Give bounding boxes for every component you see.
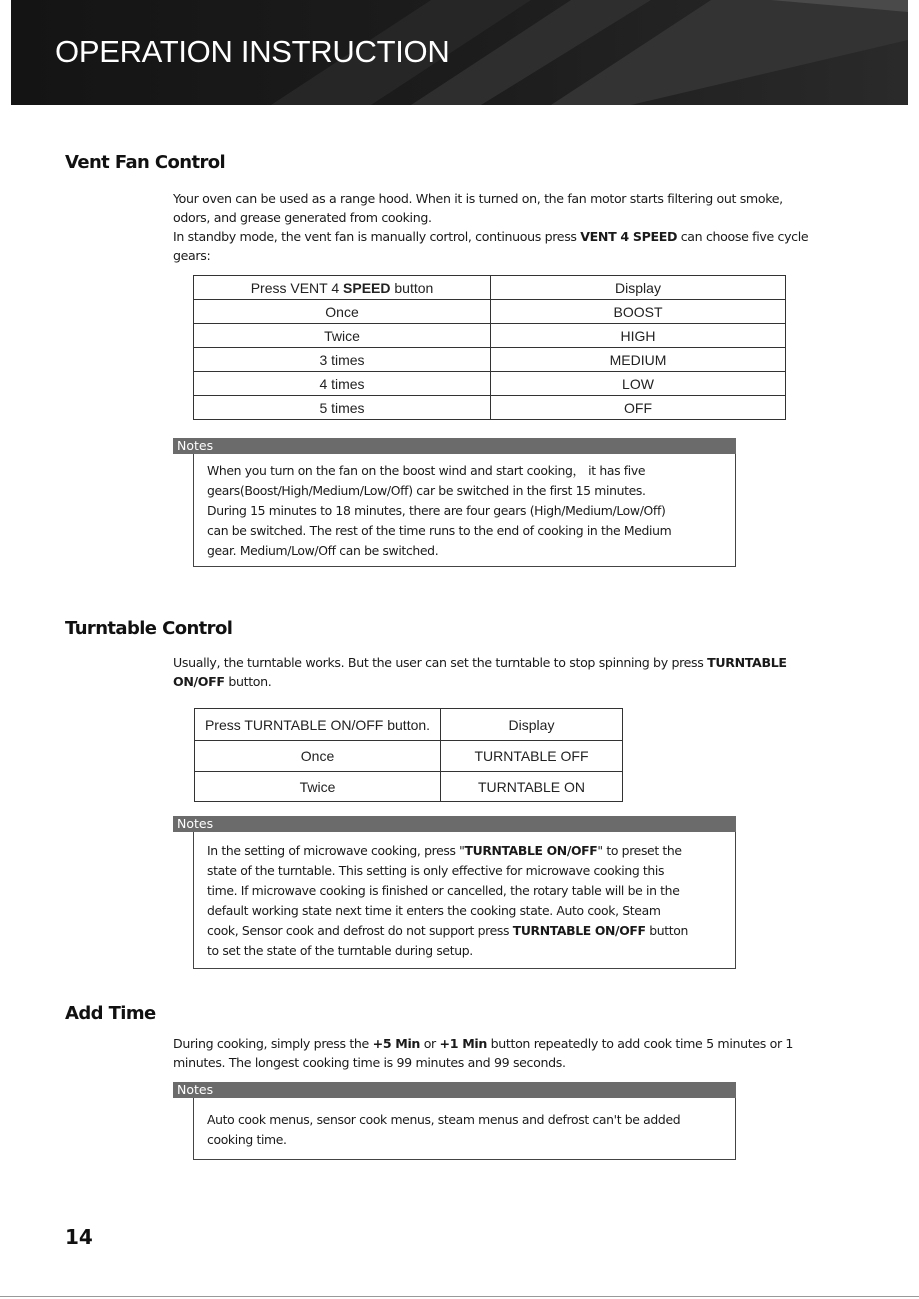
turntable-table bbox=[194, 708, 623, 802]
turntable-intro-line: ON/OFF button. bbox=[173, 674, 272, 689]
table-cell: 3 times bbox=[194, 348, 491, 372]
turntable-intro-paragraph bbox=[173, 653, 833, 691]
notes-line: time. If microwave cooking is finished or cancelled, the rotary table will be in the bbox=[207, 883, 680, 898]
table-cell: 5 times bbox=[194, 396, 491, 420]
notes-line: can be switched. The rest of the time runs to the end of cooking in the Medium bbox=[207, 523, 672, 538]
vent-notes-text bbox=[207, 461, 727, 561]
table-header-row bbox=[195, 709, 623, 741]
vent-intro-paragraph bbox=[173, 189, 833, 265]
table-cell: HIGH bbox=[491, 324, 786, 348]
table-cell: Once bbox=[194, 300, 491, 324]
notes-line: gear. Medium/Low/Off can be switched. bbox=[207, 543, 439, 558]
table-cell: OFF bbox=[491, 396, 786, 420]
vent-standby-line: gears: bbox=[173, 248, 211, 263]
table-header-cell: Display bbox=[491, 276, 786, 300]
page-number: 14 bbox=[65, 1225, 93, 1249]
table-cell: 4 times bbox=[194, 372, 491, 396]
turntable-section-title: Turntable Control bbox=[65, 618, 233, 639]
turntable-notes-text bbox=[207, 841, 727, 961]
notes-line: default working state next time it enters the cooking state. Auto cook, Steam bbox=[207, 903, 661, 918]
table-row bbox=[195, 741, 623, 772]
table-cell: LOW bbox=[491, 372, 786, 396]
table-header-cell: Display bbox=[441, 709, 623, 741]
vent-standby-text: can choose five cycle bbox=[677, 229, 809, 244]
vent-speed-table bbox=[193, 275, 786, 420]
table-row bbox=[194, 324, 786, 348]
table-row bbox=[194, 396, 786, 420]
table-row bbox=[194, 372, 786, 396]
header-banner bbox=[11, 0, 908, 105]
notes-line: gears(Boost/High/Medium/Low/Off) car be switched in the first 15 minutes. bbox=[207, 483, 646, 498]
vent-section-title: Vent Fan Control bbox=[65, 152, 226, 173]
table-row bbox=[195, 772, 623, 802]
notes-line: cooking time. bbox=[207, 1132, 287, 1147]
addtime-notes-label: Notes bbox=[173, 1082, 736, 1098]
vent-notes-label: Notes bbox=[173, 438, 736, 454]
notes-line: cook, Sensor cook and defrost do not support press TURNTABLE ON/OFF button bbox=[207, 923, 688, 938]
notes-line: During 15 minutes to 18 minutes, there are four gears (High/Medium/Low/Off) bbox=[207, 503, 666, 518]
table-header-cell: Press TURNTABLE ON/OFF button. bbox=[195, 709, 441, 741]
bottom-divider bbox=[0, 1296, 919, 1297]
vent-standby-text: In standby mode, the vent fan is manually cortrol, continuous press bbox=[173, 229, 581, 244]
addtime-section-title: Add Time bbox=[65, 1003, 156, 1024]
addtime-line: minutes. The longest cooking time is 99 minutes and 99 seconds. bbox=[173, 1055, 566, 1070]
addtime-line: During cooking, simply press the +5 Min or +1 Min button repeatedly to add cook time 5 minutes or 1 bbox=[173, 1036, 794, 1051]
table-cell: Once bbox=[195, 741, 441, 772]
notes-line: When you turn on the fan on the boost wind and start cooking， it has five bbox=[207, 463, 646, 478]
notes-line: Auto cook menus, sensor cook menus, steam menus and defrost can't be added bbox=[207, 1112, 681, 1127]
notes-line: to set the state of the turntable during setup. bbox=[207, 943, 473, 958]
notes-line: state of the turntable. This setting is only effective for microwave cooking this bbox=[207, 863, 665, 878]
turntable-notes-label: Notes bbox=[173, 816, 736, 832]
page-title: OPERATION INSTRUCTION bbox=[55, 34, 450, 69]
table-cell: TURNTABLE OFF bbox=[441, 741, 623, 772]
table-cell: BOOST bbox=[491, 300, 786, 324]
addtime-notes-text bbox=[207, 1110, 727, 1150]
vent-intro-line: Your oven can be used as a range hood. When it is turned on, the fan motor starts filtering out smoke, bbox=[173, 191, 783, 206]
table-row bbox=[194, 348, 786, 372]
vent-standby-line bbox=[173, 227, 833, 246]
table-header-row bbox=[194, 276, 786, 300]
table-header-cell: Press VENT 4 SPEED button bbox=[194, 276, 491, 300]
addtime-paragraph bbox=[173, 1034, 853, 1072]
table-cell: TURNTABLE ON bbox=[441, 772, 623, 802]
table-row bbox=[194, 300, 786, 324]
notes-line: In the setting of microwave cooking, press "TURNTABLE ON/OFF" to preset the bbox=[207, 843, 682, 858]
table-cell: MEDIUM bbox=[491, 348, 786, 372]
table-cell: Twice bbox=[194, 324, 491, 348]
vent-intro-line: odors, and grease generated from cooking. bbox=[173, 210, 432, 225]
vent-4-speed-label: VENT 4 SPEED bbox=[580, 229, 678, 244]
table-cell: Twice bbox=[195, 772, 441, 802]
turntable-intro-line: Usually, the turntable works. But the user can set the turntable to stop spinning by press TURNTABLE bbox=[173, 655, 787, 670]
